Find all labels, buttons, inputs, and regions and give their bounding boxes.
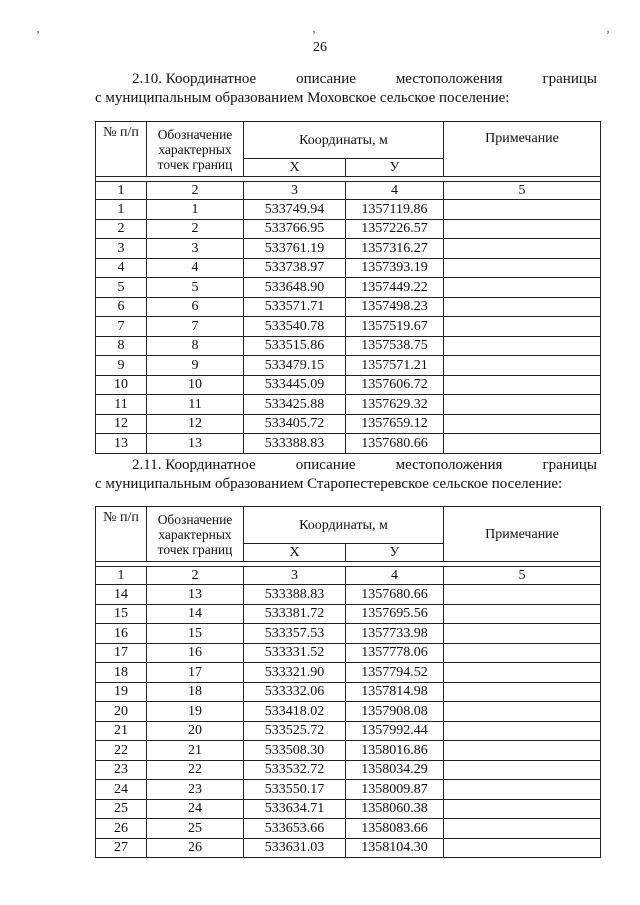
cell-note xyxy=(444,604,601,624)
cell-num: 5 xyxy=(96,278,147,298)
cell-note xyxy=(444,702,601,722)
cell-y: 1357498.23 xyxy=(346,297,444,317)
cell-point: 20 xyxy=(147,721,244,741)
cell-y: 1357629.32 xyxy=(346,395,444,415)
header-note: Примечание xyxy=(444,122,601,177)
table-row xyxy=(96,200,601,220)
cell-y: 1357393.19 xyxy=(346,258,444,278)
cell-note xyxy=(444,682,601,702)
cell-point: 3 xyxy=(147,239,244,259)
cell-num: 20 xyxy=(96,702,147,722)
column-number: 1 xyxy=(96,182,147,200)
cell-num: 1 xyxy=(96,200,147,220)
heading-line: с муниципальным образованием Старопестеревское сельское поселение: xyxy=(95,476,563,492)
cell-note xyxy=(444,434,601,454)
scan-mark: ʼ xyxy=(36,28,40,42)
cell-note xyxy=(444,663,601,683)
cell-x: 533571.71 xyxy=(244,297,346,317)
cell-num: 22 xyxy=(96,741,147,761)
heading-word: 2.10. Координатное xyxy=(132,71,257,87)
cell-x: 533445.09 xyxy=(244,375,346,395)
cell-note xyxy=(444,219,601,239)
scan-mark: ʼ xyxy=(606,28,610,42)
cell-note xyxy=(444,780,601,800)
header-coords: Координаты, м xyxy=(244,122,444,159)
cell-num: 21 xyxy=(96,721,147,741)
cell-note xyxy=(444,200,601,220)
table-row xyxy=(96,258,601,278)
cell-y: 1357606.72 xyxy=(346,375,444,395)
column-number: 4 xyxy=(346,182,444,200)
cell-x: 533388.83 xyxy=(244,585,346,605)
coordinates-table-moxovskoe xyxy=(95,121,601,454)
cell-num: 8 xyxy=(96,336,147,356)
cell-note xyxy=(444,278,601,298)
cell-y: 1357794.52 xyxy=(346,663,444,683)
cell-note xyxy=(444,395,601,415)
header-x: X xyxy=(244,159,346,177)
cell-point: 23 xyxy=(147,780,244,800)
table-row xyxy=(96,356,601,376)
heading-word: границы xyxy=(542,71,597,87)
cell-x: 533648.90 xyxy=(244,278,346,298)
heading-word: границы xyxy=(542,457,597,473)
cell-x: 533749.94 xyxy=(244,200,346,220)
cell-note xyxy=(444,760,601,780)
cell-num: 18 xyxy=(96,663,147,683)
cell-y: 1357538.75 xyxy=(346,336,444,356)
table-row xyxy=(96,760,601,780)
header-designation: Обозначение характерных точек границ xyxy=(147,507,244,562)
cell-x: 533357.53 xyxy=(244,624,346,644)
cell-num: 9 xyxy=(96,356,147,376)
section-heading-2-10 xyxy=(95,70,597,108)
cell-point: 24 xyxy=(147,799,244,819)
cell-point: 26 xyxy=(147,838,244,858)
table-row xyxy=(96,604,601,624)
column-number: 2 xyxy=(147,182,244,200)
cell-note xyxy=(444,624,601,644)
cell-num: 23 xyxy=(96,760,147,780)
cell-point: 2 xyxy=(147,219,244,239)
heading-word: описание xyxy=(296,71,356,87)
cell-x: 533653.66 xyxy=(244,819,346,839)
cell-y: 1357519.67 xyxy=(346,317,444,337)
cell-x: 533388.83 xyxy=(244,434,346,454)
cell-note xyxy=(444,741,601,761)
cell-num: 16 xyxy=(96,624,147,644)
cell-x: 533540.78 xyxy=(244,317,346,337)
cell-note xyxy=(444,239,601,259)
cell-num: 27 xyxy=(96,838,147,858)
table-row xyxy=(96,278,601,298)
column-number: 4 xyxy=(346,567,444,585)
cell-point: 19 xyxy=(147,702,244,722)
cell-y: 1357814.98 xyxy=(346,682,444,702)
header-coords: Координаты, м xyxy=(244,507,444,544)
table-row xyxy=(96,434,601,454)
cell-point: 6 xyxy=(147,297,244,317)
table-row xyxy=(96,297,601,317)
cell-num: 12 xyxy=(96,414,147,434)
cell-x: 533525.72 xyxy=(244,721,346,741)
cell-num: 26 xyxy=(96,819,147,839)
cell-num: 2 xyxy=(96,219,147,239)
cell-note xyxy=(444,375,601,395)
column-number: 2 xyxy=(147,567,244,585)
cell-note xyxy=(444,585,601,605)
cell-y: 1358083.66 xyxy=(346,819,444,839)
cell-num: 25 xyxy=(96,799,147,819)
column-number: 5 xyxy=(444,567,601,585)
cell-x: 533331.52 xyxy=(244,643,346,663)
table-row xyxy=(96,838,601,858)
table-row xyxy=(96,682,601,702)
cell-num: 14 xyxy=(96,585,147,605)
cell-point: 15 xyxy=(147,624,244,644)
cell-y: 1357119.86 xyxy=(346,200,444,220)
cell-note xyxy=(444,336,601,356)
cell-y: 1357316.27 xyxy=(346,239,444,259)
cell-note xyxy=(444,819,601,839)
table-row xyxy=(96,799,601,819)
cell-point: 16 xyxy=(147,643,244,663)
cell-note xyxy=(444,838,601,858)
header-designation: Обозначение характерных точек границ xyxy=(147,122,244,177)
cell-point: 1 xyxy=(147,200,244,220)
cell-note xyxy=(444,799,601,819)
cell-note xyxy=(444,297,601,317)
cell-point: 13 xyxy=(147,585,244,605)
cell-note xyxy=(444,721,601,741)
cell-num: 3 xyxy=(96,239,147,259)
cell-y: 1358034.29 xyxy=(346,760,444,780)
cell-point: 12 xyxy=(147,414,244,434)
heading-word: описание xyxy=(295,457,356,473)
cell-note xyxy=(444,643,601,663)
header-num: № п/п xyxy=(96,122,147,177)
header-note: Примечание xyxy=(444,507,601,562)
cell-y: 1357778.06 xyxy=(346,643,444,663)
cell-x: 533766.95 xyxy=(244,219,346,239)
cell-x: 533425.88 xyxy=(244,395,346,415)
cell-num: 6 xyxy=(96,297,147,317)
cell-y: 1357908.08 xyxy=(346,702,444,722)
cell-x: 533761.19 xyxy=(244,239,346,259)
cell-point: 21 xyxy=(147,741,244,761)
table-row xyxy=(96,395,601,415)
header-y: У xyxy=(346,544,444,562)
cell-point: 14 xyxy=(147,604,244,624)
table-row xyxy=(96,780,601,800)
cell-x: 533550.17 xyxy=(244,780,346,800)
scan-mark: ʼ xyxy=(312,28,316,42)
cell-num: 13 xyxy=(96,434,147,454)
cell-point: 17 xyxy=(147,663,244,683)
cell-note xyxy=(444,317,601,337)
cell-num: 4 xyxy=(96,258,147,278)
header-x: X xyxy=(244,544,346,562)
cell-point: 25 xyxy=(147,819,244,839)
table-row xyxy=(96,375,601,395)
cell-point: 18 xyxy=(147,682,244,702)
cell-point: 13 xyxy=(147,434,244,454)
column-number: 5 xyxy=(444,182,601,200)
header-y: У xyxy=(346,159,444,177)
table-row xyxy=(96,317,601,337)
cell-point: 22 xyxy=(147,760,244,780)
cell-y: 1357659.12 xyxy=(346,414,444,434)
cell-x: 533479.15 xyxy=(244,356,346,376)
section-heading-2-11 xyxy=(95,456,597,494)
table-row xyxy=(96,585,601,605)
cell-note xyxy=(444,356,601,376)
cell-note xyxy=(444,258,601,278)
cell-y: 1357226.57 xyxy=(346,219,444,239)
table-row xyxy=(96,336,601,356)
cell-x: 533321.90 xyxy=(244,663,346,683)
cell-num: 10 xyxy=(96,375,147,395)
header-num: № п/п xyxy=(96,507,147,562)
table-row xyxy=(96,721,601,741)
cell-note xyxy=(444,414,601,434)
cell-x: 533634.71 xyxy=(244,799,346,819)
cell-num: 15 xyxy=(96,604,147,624)
cell-point: 5 xyxy=(147,278,244,298)
cell-y: 1357449.22 xyxy=(346,278,444,298)
column-number: 3 xyxy=(244,567,346,585)
cell-x: 533405.72 xyxy=(244,414,346,434)
cell-y: 1358060.38 xyxy=(346,799,444,819)
page-number: 26 xyxy=(313,40,327,55)
cell-x: 533532.72 xyxy=(244,760,346,780)
cell-point: 4 xyxy=(147,258,244,278)
cell-y: 1357733.98 xyxy=(346,624,444,644)
heading-word: 2.11. Координатное xyxy=(132,457,256,473)
cell-x: 533418.02 xyxy=(244,702,346,722)
cell-y: 1358104.30 xyxy=(346,838,444,858)
cell-x: 533631.03 xyxy=(244,838,346,858)
column-number: 3 xyxy=(244,182,346,200)
cell-num: 24 xyxy=(96,780,147,800)
cell-y: 1357992.44 xyxy=(346,721,444,741)
column-number: 1 xyxy=(96,567,147,585)
cell-num: 7 xyxy=(96,317,147,337)
table-row xyxy=(96,819,601,839)
cell-point: 10 xyxy=(147,375,244,395)
cell-y: 1357680.66 xyxy=(346,585,444,605)
table-row xyxy=(96,643,601,663)
cell-num: 17 xyxy=(96,643,147,663)
table-row xyxy=(96,624,601,644)
cell-point: 8 xyxy=(147,336,244,356)
cell-y: 1358009.87 xyxy=(346,780,444,800)
cell-y: 1357680.66 xyxy=(346,434,444,454)
cell-y: 1358016.86 xyxy=(346,741,444,761)
table-row xyxy=(96,702,601,722)
coordinates-table-staropesterevskoe xyxy=(95,506,601,858)
heading-line: с муниципальным образованием Моховское сельское поселение: xyxy=(95,90,510,106)
cell-num: 19 xyxy=(96,682,147,702)
cell-x: 533381.72 xyxy=(244,604,346,624)
cell-x: 533508.30 xyxy=(244,741,346,761)
table-row xyxy=(96,219,601,239)
cell-y: 1357571.21 xyxy=(346,356,444,376)
cell-x: 533515.86 xyxy=(244,336,346,356)
cell-point: 11 xyxy=(147,395,244,415)
table-row xyxy=(96,414,601,434)
table-row xyxy=(96,239,601,259)
cell-point: 7 xyxy=(147,317,244,337)
cell-point: 9 xyxy=(147,356,244,376)
table-row xyxy=(96,663,601,683)
cell-num: 11 xyxy=(96,395,147,415)
cell-x: 533332.06 xyxy=(244,682,346,702)
heading-word: местоположения xyxy=(395,71,503,87)
table-row xyxy=(96,741,601,761)
cell-x: 533738.97 xyxy=(244,258,346,278)
cell-y: 1357695.56 xyxy=(346,604,444,624)
heading-word: местоположения xyxy=(395,457,503,473)
